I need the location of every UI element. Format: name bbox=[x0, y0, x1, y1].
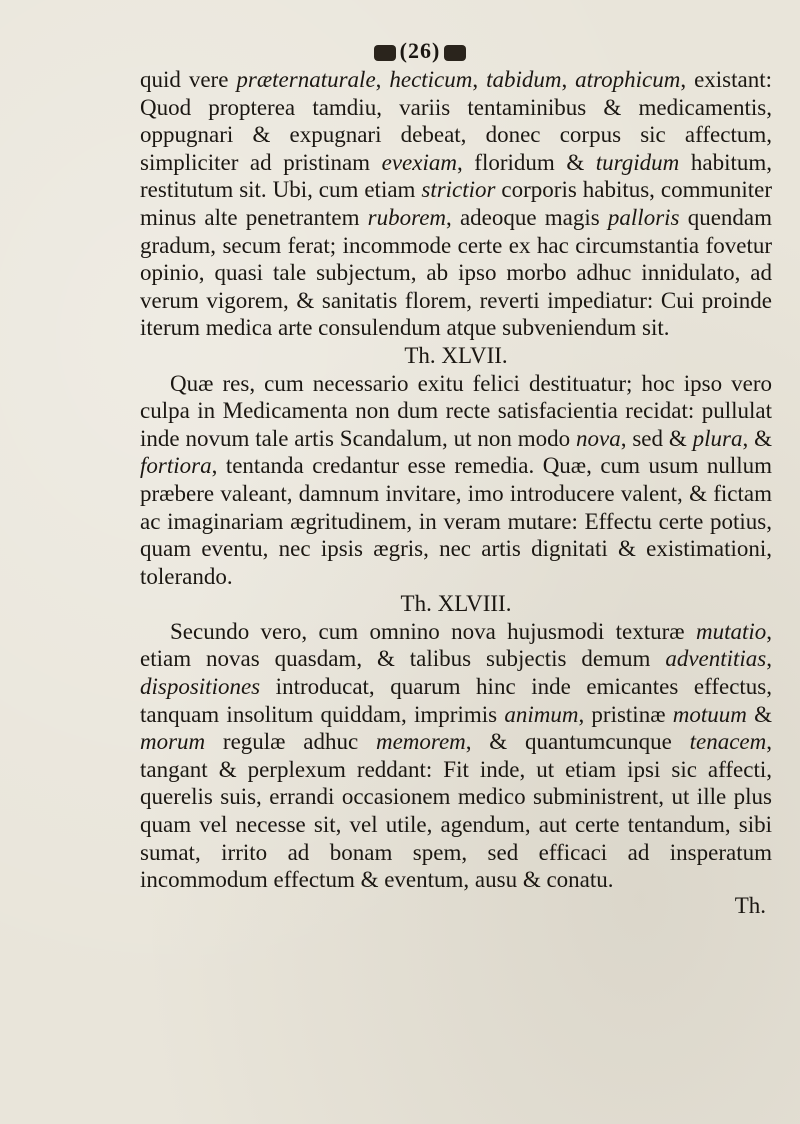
text-run: , bbox=[766, 646, 772, 672]
text-run: & bbox=[746, 701, 773, 727]
text-run: , floridum & bbox=[456, 149, 596, 175]
text-run: , sed & bbox=[620, 425, 693, 451]
text-run: regulæ adhuc bbox=[205, 729, 376, 755]
text-run: habitum, restitutum sit. Ubi, cum etiam bbox=[140, 149, 772, 203]
italic-term: hecticum bbox=[389, 67, 473, 92]
thesis-heading-47: Th. XLVII. bbox=[404, 342, 508, 368]
text-run: , existant: Quod propterea tamdiu, variis tentaminibus & medicamentis, oppugnari & expugnari debeat, donec corpus sic affectum, simpliciter ad pristinam bbox=[140, 67, 773, 175]
italic-term: plura bbox=[692, 425, 743, 451]
text-run: introducat, quarum hinc inde emicantes effectus, tanquam insolitum quiddam, imprimis bbox=[140, 674, 772, 727]
text-run: Secundo vero, cum omnino nova hujusmodi texturæ bbox=[170, 618, 696, 644]
italic-term: præternaturale bbox=[236, 67, 376, 92]
text-run: quendam gradum, secum ferat; incommode certe ex hac circumstantia fovetur opinio, quasi tale subjectum, ab ipso morbo adhuc innidulato, ad verum vigorem, & sanitatis florem, reverti impediatur: Cui proinde iterum medica arte consulendum atque subveniendum sit. bbox=[140, 204, 772, 341]
italic-term: nova bbox=[576, 425, 621, 451]
italic-term: evexiam bbox=[381, 149, 457, 175]
italic-term: ruborem bbox=[367, 204, 447, 230]
italic-term: motuum bbox=[672, 701, 747, 727]
text-run: , bbox=[561, 67, 576, 92]
text-run: , & quantumcunque bbox=[465, 729, 690, 755]
text-run: , tentanda credantur esse remedia. Quæ, cum usum nullum præbere valeant, damnum invitare, imo introducere valent, & fictam ac imaginariam ægritudinem, in veram mutare: Effectu certe potius, quam eventu, nec ipsis ægris, nec artis dignitati & existimationi, tolerando. bbox=[140, 453, 772, 589]
text-run: , & bbox=[742, 425, 772, 451]
text-run: , pristinæ bbox=[578, 701, 673, 727]
text-run: , bbox=[375, 67, 390, 92]
italic-term: memorem bbox=[375, 729, 466, 755]
ornament-left-icon bbox=[374, 45, 396, 61]
paragraph-2 bbox=[140, 370, 772, 591]
italic-term: tenacem bbox=[689, 729, 767, 755]
page-header bbox=[360, 38, 480, 64]
italic-term: tabidum bbox=[486, 67, 562, 92]
italic-term: turgidum bbox=[595, 149, 680, 175]
text-block bbox=[140, 66, 772, 919]
text-run: , tangant & perplexum reddant: Fit inde, ut etiam ipsi sic affecti, querelis suis, errandi occasionem medico subministrent, ut ille plus quam vel necesse sit, vel utile, agendum, aut certe tentandum, sibi sumat, irrito ad bonam spem, sed efficaci ad insperatum incommodum effectum & eventum, ausu & conatu. bbox=[140, 729, 772, 893]
italic-term: adventitias bbox=[665, 646, 767, 672]
paragraph-1 bbox=[140, 66, 772, 342]
italic-term: animum bbox=[504, 701, 579, 727]
catchword: Th. bbox=[734, 892, 766, 918]
ornament-right-icon bbox=[444, 45, 466, 61]
text-run: , bbox=[472, 67, 487, 92]
text-run: corporis habitus, communiter minus alte penetrantem bbox=[140, 177, 773, 230]
italic-term: mutatio bbox=[695, 618, 767, 644]
italic-term: strictior bbox=[421, 177, 496, 203]
italic-term: dispositiones bbox=[140, 674, 261, 700]
paragraph-3 bbox=[140, 618, 772, 894]
italic-term: palloris bbox=[607, 204, 680, 230]
text-run: Quæ res, cum necessario exitu felici destituatur; hoc ipso vero culpa in Medicamenta non dum recte satisfacientia recidat: pullulat inde novum tale artis Scandalum, ut non modo bbox=[140, 370, 772, 451]
text-run: , etiam novas quasdam, & talibus subjectis demum bbox=[140, 618, 772, 672]
text-run: quid vere bbox=[140, 67, 237, 92]
italic-term: morum bbox=[140, 729, 206, 755]
italic-term: fortiora bbox=[140, 453, 212, 479]
text-run: , adeoque magis bbox=[446, 204, 608, 230]
italic-term: atrophicum bbox=[575, 67, 681, 92]
thesis-heading-48: Th. XLVIII. bbox=[400, 591, 512, 617]
page-number: (26) bbox=[399, 38, 441, 63]
